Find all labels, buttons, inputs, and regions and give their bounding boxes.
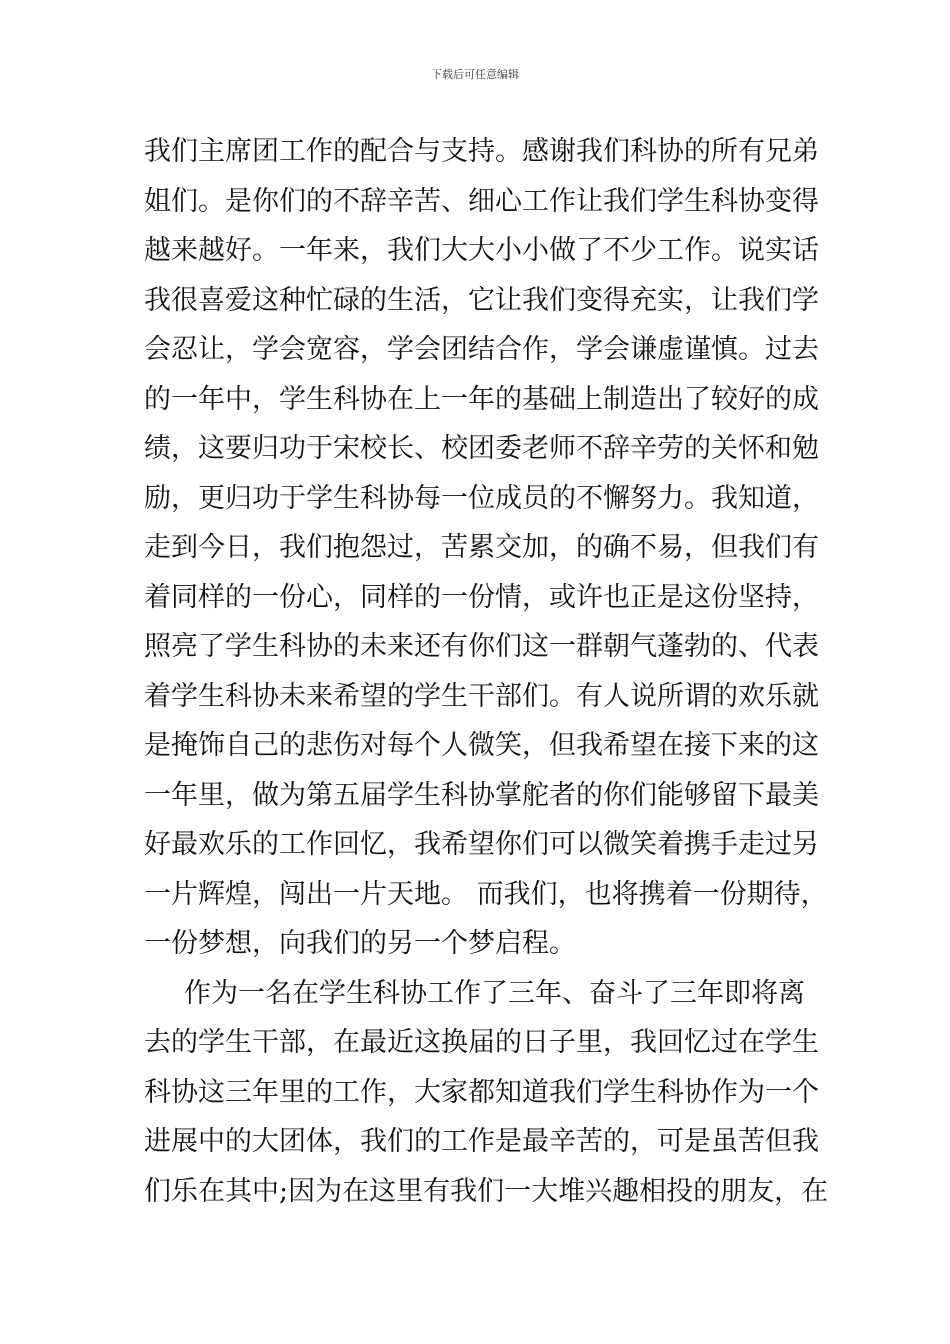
- text-line: 越来越好。一年来，我们大大小小做了不少工作。说实话: [144, 235, 819, 266]
- text-line: 一年里，做为第五届学生科协掌舵者的你们能够留下最美: [144, 779, 819, 811]
- text-line: 会忍让，学会宽容，学会团结合作，学会谦虚谨慎。过去: [144, 334, 819, 365]
- text-line: 去的学生干部，在最近这换届的日子里，我回忆过在学生: [144, 1027, 819, 1058]
- text-line: 的一年中，学生科协在上一年的基础上制造出了较好的成: [144, 383, 819, 415]
- text-line: 一份梦想，向我们的另一个梦启程。: [144, 928, 576, 959]
- text-line: 励，更归功于学生科协每一位成员的不懈努力。我知道，: [144, 482, 819, 514]
- text-line: 着学生科协未来希望的学生干部们。有人说所谓的欢乐就: [144, 680, 819, 712]
- text-line: 们乐在其中;因为在这里有我们一大堆兴趣相投的朋友，在: [144, 1175, 829, 1207]
- document-body: [144, 130, 829, 1219]
- page-header: 下载后可任意编辑: [431, 68, 519, 81]
- text-line: 是掩饰自己的悲伤对每个人微笑，但我希望在接下来的这: [144, 730, 819, 761]
- text-line: 走到今日，我们抱怨过，苦累交加，的确不易，但我们有: [144, 532, 819, 563]
- text-line: 绩，这要归功于宋校长、校团委老师不辞辛劳的关怀和勉: [144, 433, 819, 464]
- text-line: 我们主席团工作的配合与支持。感谢我们科协的所有兄弟: [144, 136, 819, 167]
- text-line: 着同样的一份心，同样的一份情，或许也正是这份坚持，: [144, 581, 819, 613]
- text-line: 我很喜爱这种忙碌的生活，它让我们变得充实，让我们学: [144, 284, 819, 316]
- text-line: 进展中的大团体，我们的工作是最辛苦的，可是虽苦但我: [144, 1126, 819, 1157]
- text-line: 姐们。是你们的不辞辛苦、细心工作让我们学生科协变得: [144, 185, 819, 217]
- text-line: 一片辉煌，闯出一片天地。 而我们，也将携着一份期待，: [144, 878, 828, 910]
- text-line: 科协这三年里的工作，大家都知道我们学生科协作为一个: [144, 1076, 819, 1108]
- text-line: 好最欢乐的工作回忆，我希望你们可以微笑着携手走过另: [144, 829, 819, 860]
- text-line: 照亮了学生科协的未来还有你们这一群朝气蓬勃的、代表: [144, 631, 819, 662]
- paragraph-first-line: 作为一名在学生科协工作了三年、奋斗了三年即将离: [184, 977, 805, 1009]
